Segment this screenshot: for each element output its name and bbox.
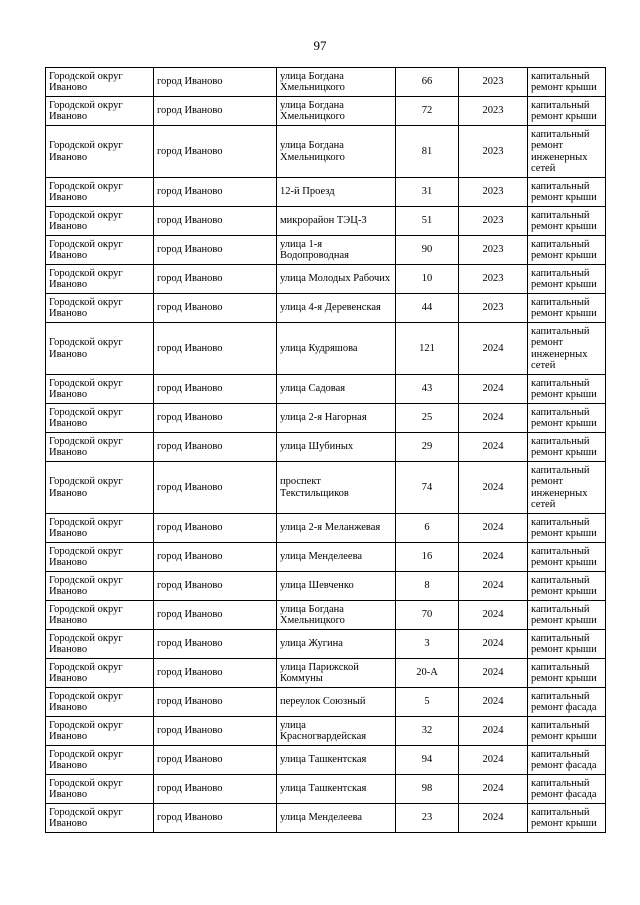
work-type-cell: капитальный ремонт крыши bbox=[528, 178, 606, 207]
work-type-cell: капитальный ремонт крыши bbox=[528, 404, 606, 433]
year-cell: 2024 bbox=[459, 775, 528, 804]
street-cell: улица Шубиных bbox=[277, 433, 396, 462]
year-cell: 2024 bbox=[459, 543, 528, 572]
house-number-cell: 51 bbox=[396, 207, 459, 236]
house-number-cell: 94 bbox=[396, 746, 459, 775]
house-number-cell: 121 bbox=[396, 323, 459, 375]
house-number-cell: 66 bbox=[396, 68, 459, 97]
district-cell: Городской округ Иваново bbox=[46, 572, 154, 601]
city-cell: город Иваново bbox=[154, 207, 277, 236]
work-type-cell: капитальный ремонт крыши bbox=[528, 543, 606, 572]
street-cell: улица Ташкентская bbox=[277, 746, 396, 775]
house-number-cell: 31 bbox=[396, 178, 459, 207]
street-cell: улица 4-я Деревенская bbox=[277, 294, 396, 323]
year-cell: 2023 bbox=[459, 68, 528, 97]
table-row bbox=[46, 97, 606, 126]
house-number-cell: 20-А bbox=[396, 659, 459, 688]
district-cell: Городской округ Иваново bbox=[46, 236, 154, 265]
city-cell: город Иваново bbox=[154, 804, 277, 833]
street-cell: 12-й Проезд bbox=[277, 178, 396, 207]
street-cell: улица Красногвардейская bbox=[277, 717, 396, 746]
district-cell: Городской округ Иваново bbox=[46, 323, 154, 375]
year-cell: 2023 bbox=[459, 97, 528, 126]
house-number-cell: 43 bbox=[396, 375, 459, 404]
street-cell: улица Садовая bbox=[277, 375, 396, 404]
house-number-cell: 81 bbox=[396, 126, 459, 178]
year-cell: 2024 bbox=[459, 404, 528, 433]
year-cell: 2023 bbox=[459, 178, 528, 207]
district-cell: Городской округ Иваново bbox=[46, 97, 154, 126]
district-cell: Городской округ Иваново bbox=[46, 514, 154, 543]
work-type-cell: капитальный ремонт крыши bbox=[528, 601, 606, 630]
year-cell: 2023 bbox=[459, 207, 528, 236]
table-body bbox=[46, 68, 606, 833]
city-cell: город Иваново bbox=[154, 462, 277, 514]
house-number-cell: 72 bbox=[396, 97, 459, 126]
city-cell: город Иваново bbox=[154, 630, 277, 659]
city-cell: город Иваново bbox=[154, 404, 277, 433]
street-cell: улица Богдана Хмельницкого bbox=[277, 97, 396, 126]
work-type-cell: капитальный ремонт инженерных сетей bbox=[528, 126, 606, 178]
work-type-cell: капитальный ремонт фасада bbox=[528, 746, 606, 775]
year-cell: 2024 bbox=[459, 514, 528, 543]
street-cell: улица Шевченко bbox=[277, 572, 396, 601]
year-cell: 2024 bbox=[459, 572, 528, 601]
year-cell: 2024 bbox=[459, 375, 528, 404]
house-number-cell: 44 bbox=[396, 294, 459, 323]
street-cell: улица Менделеева bbox=[277, 804, 396, 833]
house-number-cell: 3 bbox=[396, 630, 459, 659]
year-cell: 2024 bbox=[459, 433, 528, 462]
city-cell: город Иваново bbox=[154, 68, 277, 97]
house-number-cell: 98 bbox=[396, 775, 459, 804]
city-cell: город Иваново bbox=[154, 294, 277, 323]
district-cell: Городской округ Иваново bbox=[46, 659, 154, 688]
city-cell: город Иваново bbox=[154, 433, 277, 462]
street-cell: переулок Союзный bbox=[277, 688, 396, 717]
year-cell: 2024 bbox=[459, 601, 528, 630]
city-cell: город Иваново bbox=[154, 688, 277, 717]
house-number-cell: 8 bbox=[396, 572, 459, 601]
table-row bbox=[46, 543, 606, 572]
city-cell: город Иваново bbox=[154, 659, 277, 688]
house-number-cell: 16 bbox=[396, 543, 459, 572]
work-type-cell: капитальный ремонт крыши bbox=[528, 375, 606, 404]
street-cell: микрорайон ТЭЦ-3 bbox=[277, 207, 396, 236]
district-cell: Городской округ Иваново bbox=[46, 804, 154, 833]
street-cell: улица Богдана Хмельницкого bbox=[277, 601, 396, 630]
city-cell: город Иваново bbox=[154, 375, 277, 404]
year-cell: 2024 bbox=[459, 323, 528, 375]
table-row bbox=[46, 294, 606, 323]
work-type-cell: капитальный ремонт крыши bbox=[528, 207, 606, 236]
district-cell: Городской округ Иваново bbox=[46, 404, 154, 433]
district-cell: Городской округ Иваново bbox=[46, 375, 154, 404]
district-cell: Городской округ Иваново bbox=[46, 775, 154, 804]
city-cell: город Иваново bbox=[154, 236, 277, 265]
street-cell: улица 2-я Меланжевая bbox=[277, 514, 396, 543]
city-cell: город Иваново bbox=[154, 717, 277, 746]
year-cell: 2024 bbox=[459, 688, 528, 717]
house-number-cell: 25 bbox=[396, 404, 459, 433]
year-cell: 2024 bbox=[459, 746, 528, 775]
district-cell: Городской округ Иваново bbox=[46, 433, 154, 462]
work-type-cell: капитальный ремонт крыши bbox=[528, 630, 606, 659]
street-cell: улица Парижской Коммуны bbox=[277, 659, 396, 688]
district-cell: Городской округ Иваново bbox=[46, 178, 154, 207]
repair-schedule-table bbox=[45, 67, 606, 833]
work-type-cell: капитальный ремонт крыши bbox=[528, 717, 606, 746]
city-cell: город Иваново bbox=[154, 323, 277, 375]
city-cell: город Иваново bbox=[154, 514, 277, 543]
table-row bbox=[46, 236, 606, 265]
street-cell: улица Богдана Хмельницкого bbox=[277, 68, 396, 97]
year-cell: 2024 bbox=[459, 630, 528, 659]
table-row bbox=[46, 323, 606, 375]
street-cell: проспект Текстильщиков bbox=[277, 462, 396, 514]
table-row bbox=[46, 433, 606, 462]
street-cell: улица Кудряшова bbox=[277, 323, 396, 375]
street-cell: улица 2-я Нагорная bbox=[277, 404, 396, 433]
district-cell: Городской округ Иваново bbox=[46, 294, 154, 323]
house-number-cell: 10 bbox=[396, 265, 459, 294]
house-number-cell: 5 bbox=[396, 688, 459, 717]
city-cell: город Иваново bbox=[154, 746, 277, 775]
street-cell: улица Богдана Хмельницкого bbox=[277, 126, 396, 178]
page-number: 97 bbox=[313, 38, 327, 53]
table-row bbox=[46, 404, 606, 433]
house-number-cell: 90 bbox=[396, 236, 459, 265]
year-cell: 2023 bbox=[459, 294, 528, 323]
table-row bbox=[46, 126, 606, 178]
city-cell: город Иваново bbox=[154, 265, 277, 294]
table-row bbox=[46, 601, 606, 630]
work-type-cell: капитальный ремонт крыши bbox=[528, 97, 606, 126]
table-row bbox=[46, 804, 606, 833]
house-number-cell: 23 bbox=[396, 804, 459, 833]
table-row bbox=[46, 207, 606, 236]
house-number-cell: 6 bbox=[396, 514, 459, 543]
work-type-cell: капитальный ремонт крыши bbox=[528, 294, 606, 323]
work-type-cell: капитальный ремонт крыши bbox=[528, 265, 606, 294]
work-type-cell: капитальный ремонт крыши bbox=[528, 236, 606, 265]
house-number-cell: 70 bbox=[396, 601, 459, 630]
street-cell: улица Ташкентская bbox=[277, 775, 396, 804]
district-cell: Городской округ Иваново bbox=[46, 601, 154, 630]
district-cell: Городской округ Иваново bbox=[46, 462, 154, 514]
house-number-cell: 32 bbox=[396, 717, 459, 746]
city-cell: город Иваново bbox=[154, 601, 277, 630]
house-number-cell: 29 bbox=[396, 433, 459, 462]
table-row bbox=[46, 746, 606, 775]
table-row bbox=[46, 375, 606, 404]
city-cell: город Иваново bbox=[154, 775, 277, 804]
city-cell: город Иваново bbox=[154, 572, 277, 601]
street-cell: улица Менделеева bbox=[277, 543, 396, 572]
district-cell: Городской округ Иваново bbox=[46, 265, 154, 294]
table-row bbox=[46, 688, 606, 717]
table-row bbox=[46, 572, 606, 601]
work-type-cell: капитальный ремонт крыши bbox=[528, 514, 606, 543]
work-type-cell: капитальный ремонт крыши bbox=[528, 572, 606, 601]
year-cell: 2023 bbox=[459, 126, 528, 178]
district-cell: Городской округ Иваново bbox=[46, 630, 154, 659]
table-row bbox=[46, 659, 606, 688]
district-cell: Городской округ Иваново bbox=[46, 126, 154, 178]
work-type-cell: капитальный ремонт крыши bbox=[528, 433, 606, 462]
work-type-cell: капитальный ремонт фасада bbox=[528, 775, 606, 804]
district-cell: Городской округ Иваново bbox=[46, 68, 154, 97]
district-cell: Городской округ Иваново bbox=[46, 543, 154, 572]
street-cell: улица 1-я Водопроводная bbox=[277, 236, 396, 265]
district-cell: Городской округ Иваново bbox=[46, 688, 154, 717]
work-type-cell: капитальный ремонт фасада bbox=[528, 688, 606, 717]
table-row bbox=[46, 514, 606, 543]
city-cell: город Иваново bbox=[154, 126, 277, 178]
house-number-cell: 74 bbox=[396, 462, 459, 514]
year-cell: 2024 bbox=[459, 659, 528, 688]
year-cell: 2023 bbox=[459, 265, 528, 294]
work-type-cell: капитальный ремонт крыши bbox=[528, 68, 606, 97]
city-cell: город Иваново bbox=[154, 543, 277, 572]
work-type-cell: капитальный ремонт крыши bbox=[528, 804, 606, 833]
table-row bbox=[46, 462, 606, 514]
table-row bbox=[46, 775, 606, 804]
street-cell: улица Молодых Рабочих bbox=[277, 265, 396, 294]
city-cell: город Иваново bbox=[154, 97, 277, 126]
district-cell: Городской округ Иваново bbox=[46, 746, 154, 775]
district-cell: Городской округ Иваново bbox=[46, 207, 154, 236]
table-row bbox=[46, 717, 606, 746]
table-row bbox=[46, 630, 606, 659]
work-type-cell: капитальный ремонт крыши bbox=[528, 659, 606, 688]
table-row bbox=[46, 178, 606, 207]
city-cell: город Иваново bbox=[154, 178, 277, 207]
table-row bbox=[46, 265, 606, 294]
work-type-cell: капитальный ремонт инженерных сетей bbox=[528, 462, 606, 514]
district-cell: Городской округ Иваново bbox=[46, 717, 154, 746]
year-cell: 2023 bbox=[459, 236, 528, 265]
year-cell: 2024 bbox=[459, 462, 528, 514]
table-row bbox=[46, 68, 606, 97]
street-cell: улица Жугина bbox=[277, 630, 396, 659]
year-cell: 2024 bbox=[459, 804, 528, 833]
work-type-cell: капитальный ремонт инженерных сетей bbox=[528, 323, 606, 375]
year-cell: 2024 bbox=[459, 717, 528, 746]
